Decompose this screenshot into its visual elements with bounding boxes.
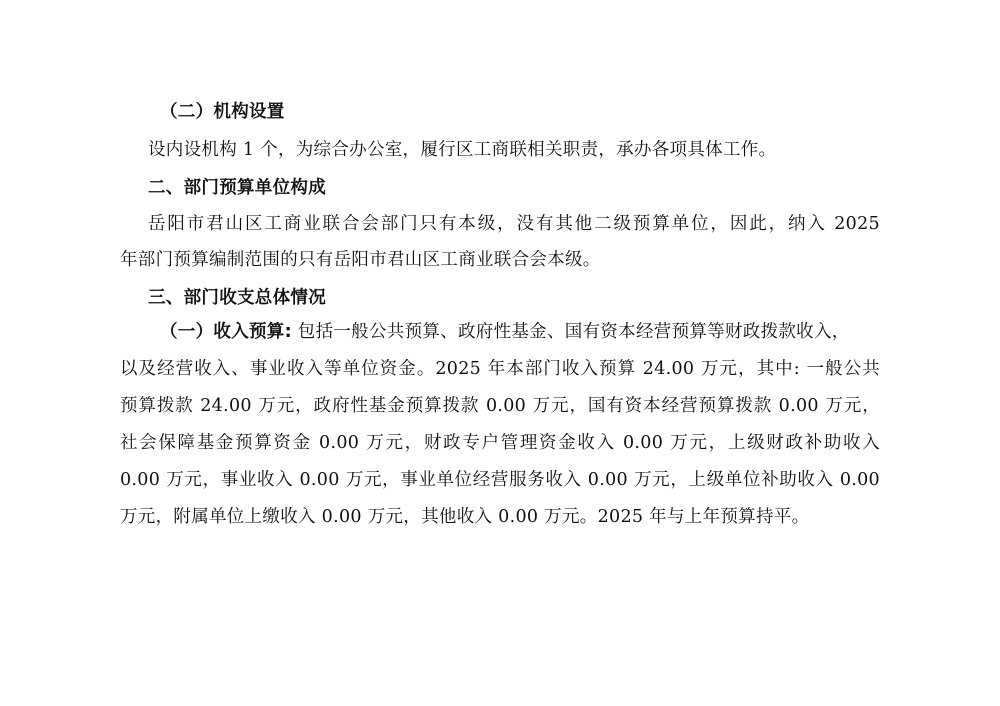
paragraph-income-line5: 0.00 万元，事业收入 0.00 万元，事业单位经营服务收入 0.00 万元，上级单位补助收入 0.00 — [120, 470, 880, 490]
heading-budget-units: 二、部门预算单位构成 — [148, 178, 326, 198]
paragraph-income-line6: 万元，附属单位上缴收入 0.00 万元，其他收入 0.00 万元。2025 年与上年预算持平。 — [120, 507, 810, 527]
paragraph-income-line4: 社会保障基金预算资金 0.00 万元，财政专户管理资金收入 0.00 万元，上级财政补助收入 — [120, 433, 880, 453]
paragraph-org-setup: 设内设机构 1 个，为综合办公室，履行区工商联相关职责，承办各项具体工作。 — [148, 140, 777, 160]
paragraph-income-line2: 以及经营收入、事业收入等单位资金。2025 年本部门收入预算 24.00 万元，其中: 一般公共 — [120, 359, 880, 379]
income-budget-label: （一）收入预算: — [160, 322, 292, 342]
heading-org-setup: （二）机构设置 — [160, 102, 285, 122]
paragraph-income-line3: 预算拨款 24.00 万元，政府性基金预算拨款 0.00 万元，国有资本经营预算拨款 0.00 万元， — [120, 396, 880, 416]
paragraph-budget-units-line2: 年部门预算编制范围的只有岳阳市君山区工商业联合会本级。 — [120, 250, 601, 270]
paragraph-budget-units-line1: 岳阳市君山区工商业联合会部门只有本级，没有其他二级预算单位，因此，纳入 2025 — [148, 214, 880, 234]
income-budget-text: 包括一般公共预算、政府性基金、国有资本经营预算等财政拨款收入， — [291, 322, 850, 342]
heading-overall: 三、部门收支总体情况 — [148, 288, 326, 308]
paragraph-income-line1 — [160, 320, 880, 344]
